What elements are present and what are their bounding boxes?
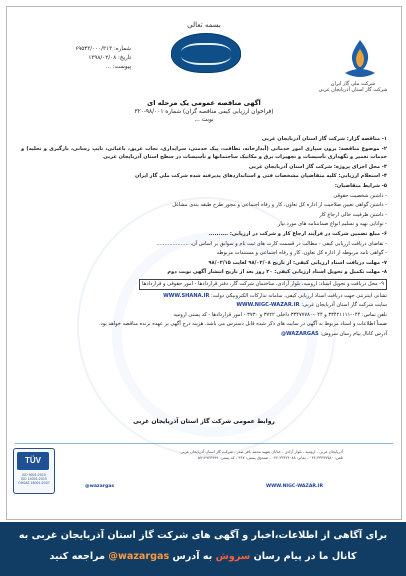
notice-title (7, 99, 401, 123)
reference-block (19, 45, 131, 72)
cert-text: ISO 9001:2015 ISO 14001:2015 OHSAS 18001:2007 (18, 473, 50, 485)
calligraphy-inner (181, 43, 231, 65)
ref-attachment: پیوست: ... (105, 64, 131, 70)
banner-line-2 (0, 551, 406, 562)
letter-footer (15, 443, 393, 498)
signature: روابط عمومی شرکت گاز استان آذربایجان غربی (133, 418, 275, 425)
tuv-icon: TÜV (17, 452, 49, 470)
clause-web-2 (21, 301, 387, 310)
clause-5: ۵- شرایط متقاضیان: (334, 182, 387, 189)
clause-5c: - داشتن ظرفیت خالی ارجاع کار (319, 211, 387, 218)
clause-5a: - داشتن شخصیت حقوقی (333, 192, 387, 199)
shana-link[interactable]: WWW.SHANA.IR (163, 292, 210, 299)
clause-7: ۷- مهلت دریافت اسناد ارزیابی کیفی: از تاریخ ۹۸/۰۲/۰۸ لغایت ۹۸/۰۲/۱۵ (208, 259, 387, 266)
clause-8: ۸- مهلت تکمیل و تحویل اسناد ارزیابی کیفی: ۲۰ روز بعد از تاریخ انتشار آگهی نوبت دوم (167, 269, 387, 276)
banner-mid: به آدرس (172, 551, 213, 562)
clause-2: ۲- موضوع مناقصه: برون سپاری امور خدماتی (آبدارخانه، نظافت، پیک خدمتی، سرایداری، نجات غریق، باغبانی، تایپ رسانی، بارگیری و تخلیه) و خدمات تعمیر و نگهداری تأسیسات و تجهیزات برق و مکانیک ساختمانها و تأسیسات در سطح استان آذربایجان غربی (21, 145, 387, 161)
letter-page (6, 6, 402, 520)
promo-banner (0, 522, 406, 576)
clause-5d: - توانایی تهیه و تسلیم انواع ضمانتنامه های مورد نیاز (277, 221, 387, 228)
clause-6: ۶- مبلغ تضمین شرکت در فرآیند ارجاع کار و شرکت در ارزیابی: .......... (208, 230, 387, 237)
channel-label: آدرس کانال پیام رسان سروش: (320, 330, 387, 337)
clause-web-1 (21, 292, 387, 301)
clause-1: ۱- مناقصه گزار: شرکت گاز استان آذربایجان غربی (261, 136, 387, 142)
notice-body (21, 135, 387, 339)
nigc-flame-logo-icon (337, 37, 383, 81)
web-1-label: نشانی اینترنتی جهت دریافت اسناد ارزیابی کیفی، سامانه تدارکات الکترونیکی دولت: (211, 292, 387, 299)
clause-channel (21, 330, 387, 339)
wazar-link[interactable]: WWW.NIGC-WAZAR.IR (236, 302, 300, 309)
company-name: شرکت ملی گاز ایران شرکت گاز استان آذربایجان غربی (318, 81, 388, 93)
banner-channel: سروش (215, 551, 251, 562)
title-line-1: آگهی مناقصه عمومی یک مرحله ای (147, 99, 261, 107)
banner-line-1: برای آگاهی از اطلاعات،اخبار و آگهی های شرکت گاز استان آذربایجان غربی به (18, 530, 388, 541)
footer-social[interactable]: @wazargas (85, 484, 115, 489)
clause-9 (21, 278, 387, 291)
banner-prefix: کانال ما در پیام رسان (253, 551, 357, 562)
tuv-certification-badge (13, 448, 55, 494)
clause-6b: - گواهی نامه مربوطه از اداره کل تعاون، کار و رفاه اجتماعی و مستندات مربوطه (216, 250, 387, 257)
web-2-label: سایت شرکت گاز استان آذربایجان غربی: (301, 302, 387, 309)
wazargas-link[interactable]: @WAZARGAS (280, 330, 319, 337)
clause-9-box: ۹- محل دریافت و تحویل اسناد: ارومیه، بلوار آزادی، ساختمان شرکت گاز، دفتر قراردادها - امور حقوقی و قراردادها (139, 279, 387, 290)
footer-website[interactable]: WWW.NIGC-WAZAR.IR (266, 484, 323, 489)
banner-handle[interactable]: @wazargas (108, 551, 170, 562)
title-line-2: (فراخوان ارزیابی کیفی مناقصه گران) شماره ۹۸/۰۰۱-۳۲۰ (134, 109, 274, 115)
footer-address: آذربایجان غربی - ارومیه - بلوار آزادی - خیابان شهید محمد باقر صدر - شرکت گاز استان آذربایجان غربی تلفن: ۳۳۴۷۷۷۸۰-۰۴۴ - نمابر: ۳۳۴۲۴۰۸۸-۰۴۴ - صندوق پستی: ۳۶۷ - کد پستی: ۵۷۱۴۹۴۳۹۹۹ (180, 449, 343, 460)
banner-suffix: مراجعه کنید (49, 551, 106, 562)
bismillah: بسمه تعالی (187, 21, 221, 29)
calligraphy-emblem (171, 33, 241, 73)
ref-number: شماره: ۶۹۵۴۳/۰۰۰/۳۱۳ (75, 46, 131, 52)
clause-note: ضمناً اطلاعات و اسناد مربوط به آگهی در سایت های ذکر شده قابل دسترس می باشد. هزینه درج آگهی بر عهده برنده مناقصه خواهد بود. (98, 321, 387, 328)
clause-4: ۴- استعلام ارزیابی: کلیه متقاضیان مشخصات فنی و استانداردهای پذیرفته شده شرکت ملی گاز ایران (134, 173, 387, 180)
title-line-3: نوبت ... (194, 117, 214, 123)
clause-phone: تلفن تماس: ۰۴۴-۳۳۴۲۱۱۱۱ و ۰۴۴-۳۳۴۷۷۷۸۰ داخلی ۳۷۲۲ و ۳۷۳۰ - امور قراردادها - کد پستی ارومیه (173, 311, 387, 318)
clause-6a: - تقاضای دریافت ارزیابی کیفی - مطالب در قسمت کارت های ثبت نام و سوابق بر اساس آن، .................... (156, 240, 387, 247)
clause-3: ۳- محل اجرای پروژه: شرکت گاز استان آذربایجان غربی (248, 163, 387, 170)
clause-5b: - داشتن گواهی تعیین صلاحیت از اداره کل تعاون، کار و رفاه اجتماعی و مجوز طرح طبقه بندی مشاغل (172, 202, 387, 209)
ref-date: تاریخ: ۱۳۹۸/۰۲/۰۸ (88, 55, 131, 61)
